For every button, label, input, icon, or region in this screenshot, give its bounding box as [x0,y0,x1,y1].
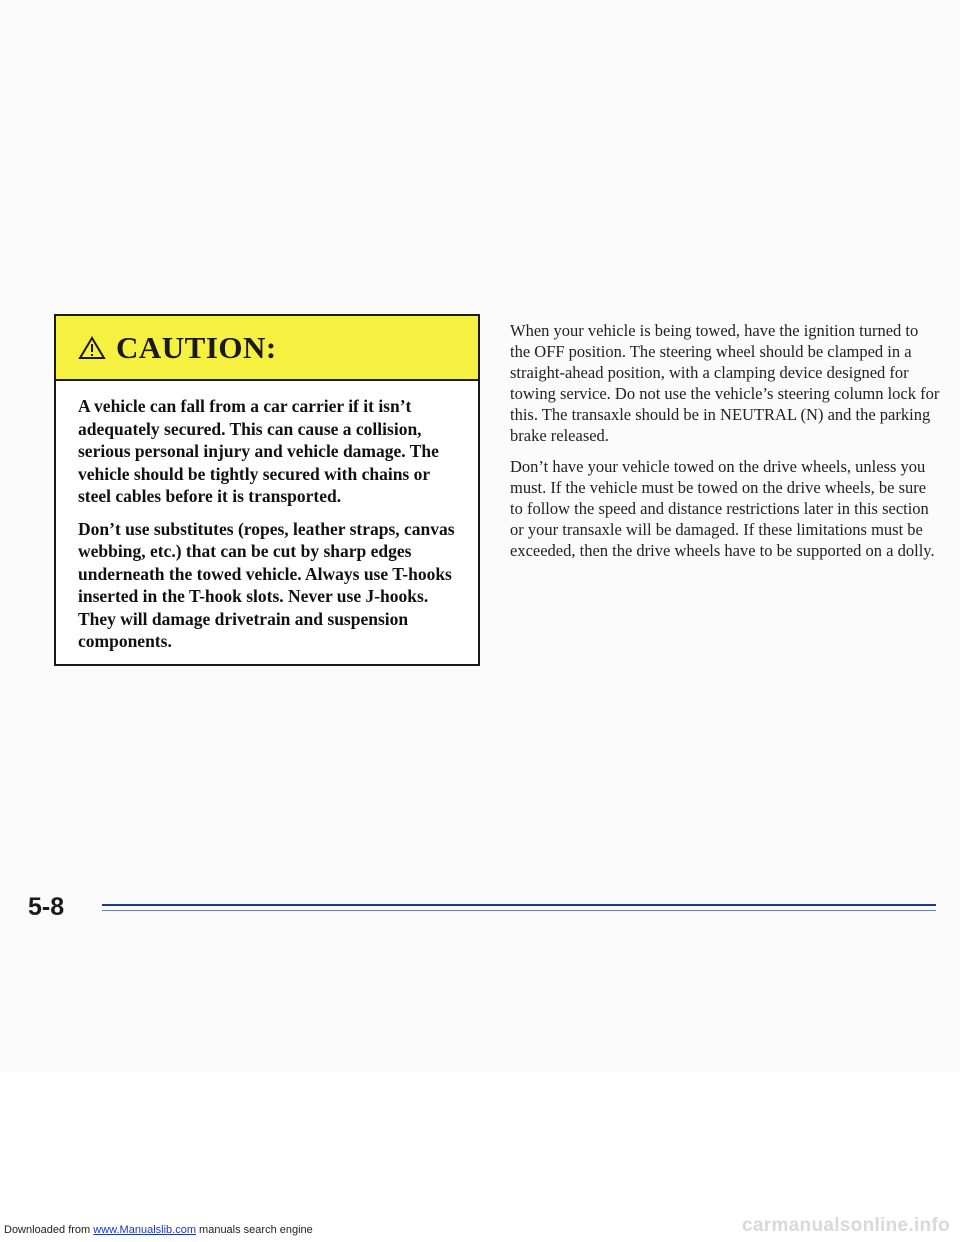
caution-title: CAUTION: [116,329,277,365]
caution-body [56,381,478,653]
page-number: 5-8 [28,893,65,921]
download-suffix: manuals search engine [195,1224,313,1236]
warning-triangle-icon [78,336,106,360]
caution-box [54,314,480,666]
caution-header [56,316,478,381]
body-text-column [510,320,940,571]
footer-rule [102,904,936,906]
body-paragraph: Don’t have your vehicle towed on the drive wheels, unless you must. If the vehicle must be towed on the drive wheels, be sure to follow the speed and distance restrictions later in this section or your transaxle will be damaged. If these limitations must be exceeded, then the drive wheels have to be supported on a dolly. [510,457,935,560]
download-prefix: Downloaded from [4,1224,94,1236]
watermark: carmanualsonline.info [742,1215,950,1236]
download-credit [4,1224,313,1236]
footer-rule-thin [102,910,936,911]
body-paragraph: When your vehicle is being towed, have the ignition turned to the OFF position. The steering wheel should be clamped in a straight-ahead position, with a clamping device designed for towing service. Do not use the vehicle’s steering column lock for this. The transaxle should be in NEUTRAL (N) and the parking brake released. [510,321,940,445]
caution-paragraph: Don’t use substitutes (ropes, leather straps, canvas webbing, etc.) that can be cut by sharp edges underneath the towed vehicle. Always use T-hooks inserted in the T-hook slots. Never use J-hooks. They will damage drivetrain and suspension components. [78,518,455,651]
manualslib-link[interactable]: www.Manualslib.com [93,1224,196,1236]
caution-paragraph: A vehicle can fall from a car carrier if it isn’t adequately secured. This can cause a collision, serious personal injury and vehicle damage. The vehicle should be tightly secured with chains or steel cables before it is transported. [78,396,439,506]
